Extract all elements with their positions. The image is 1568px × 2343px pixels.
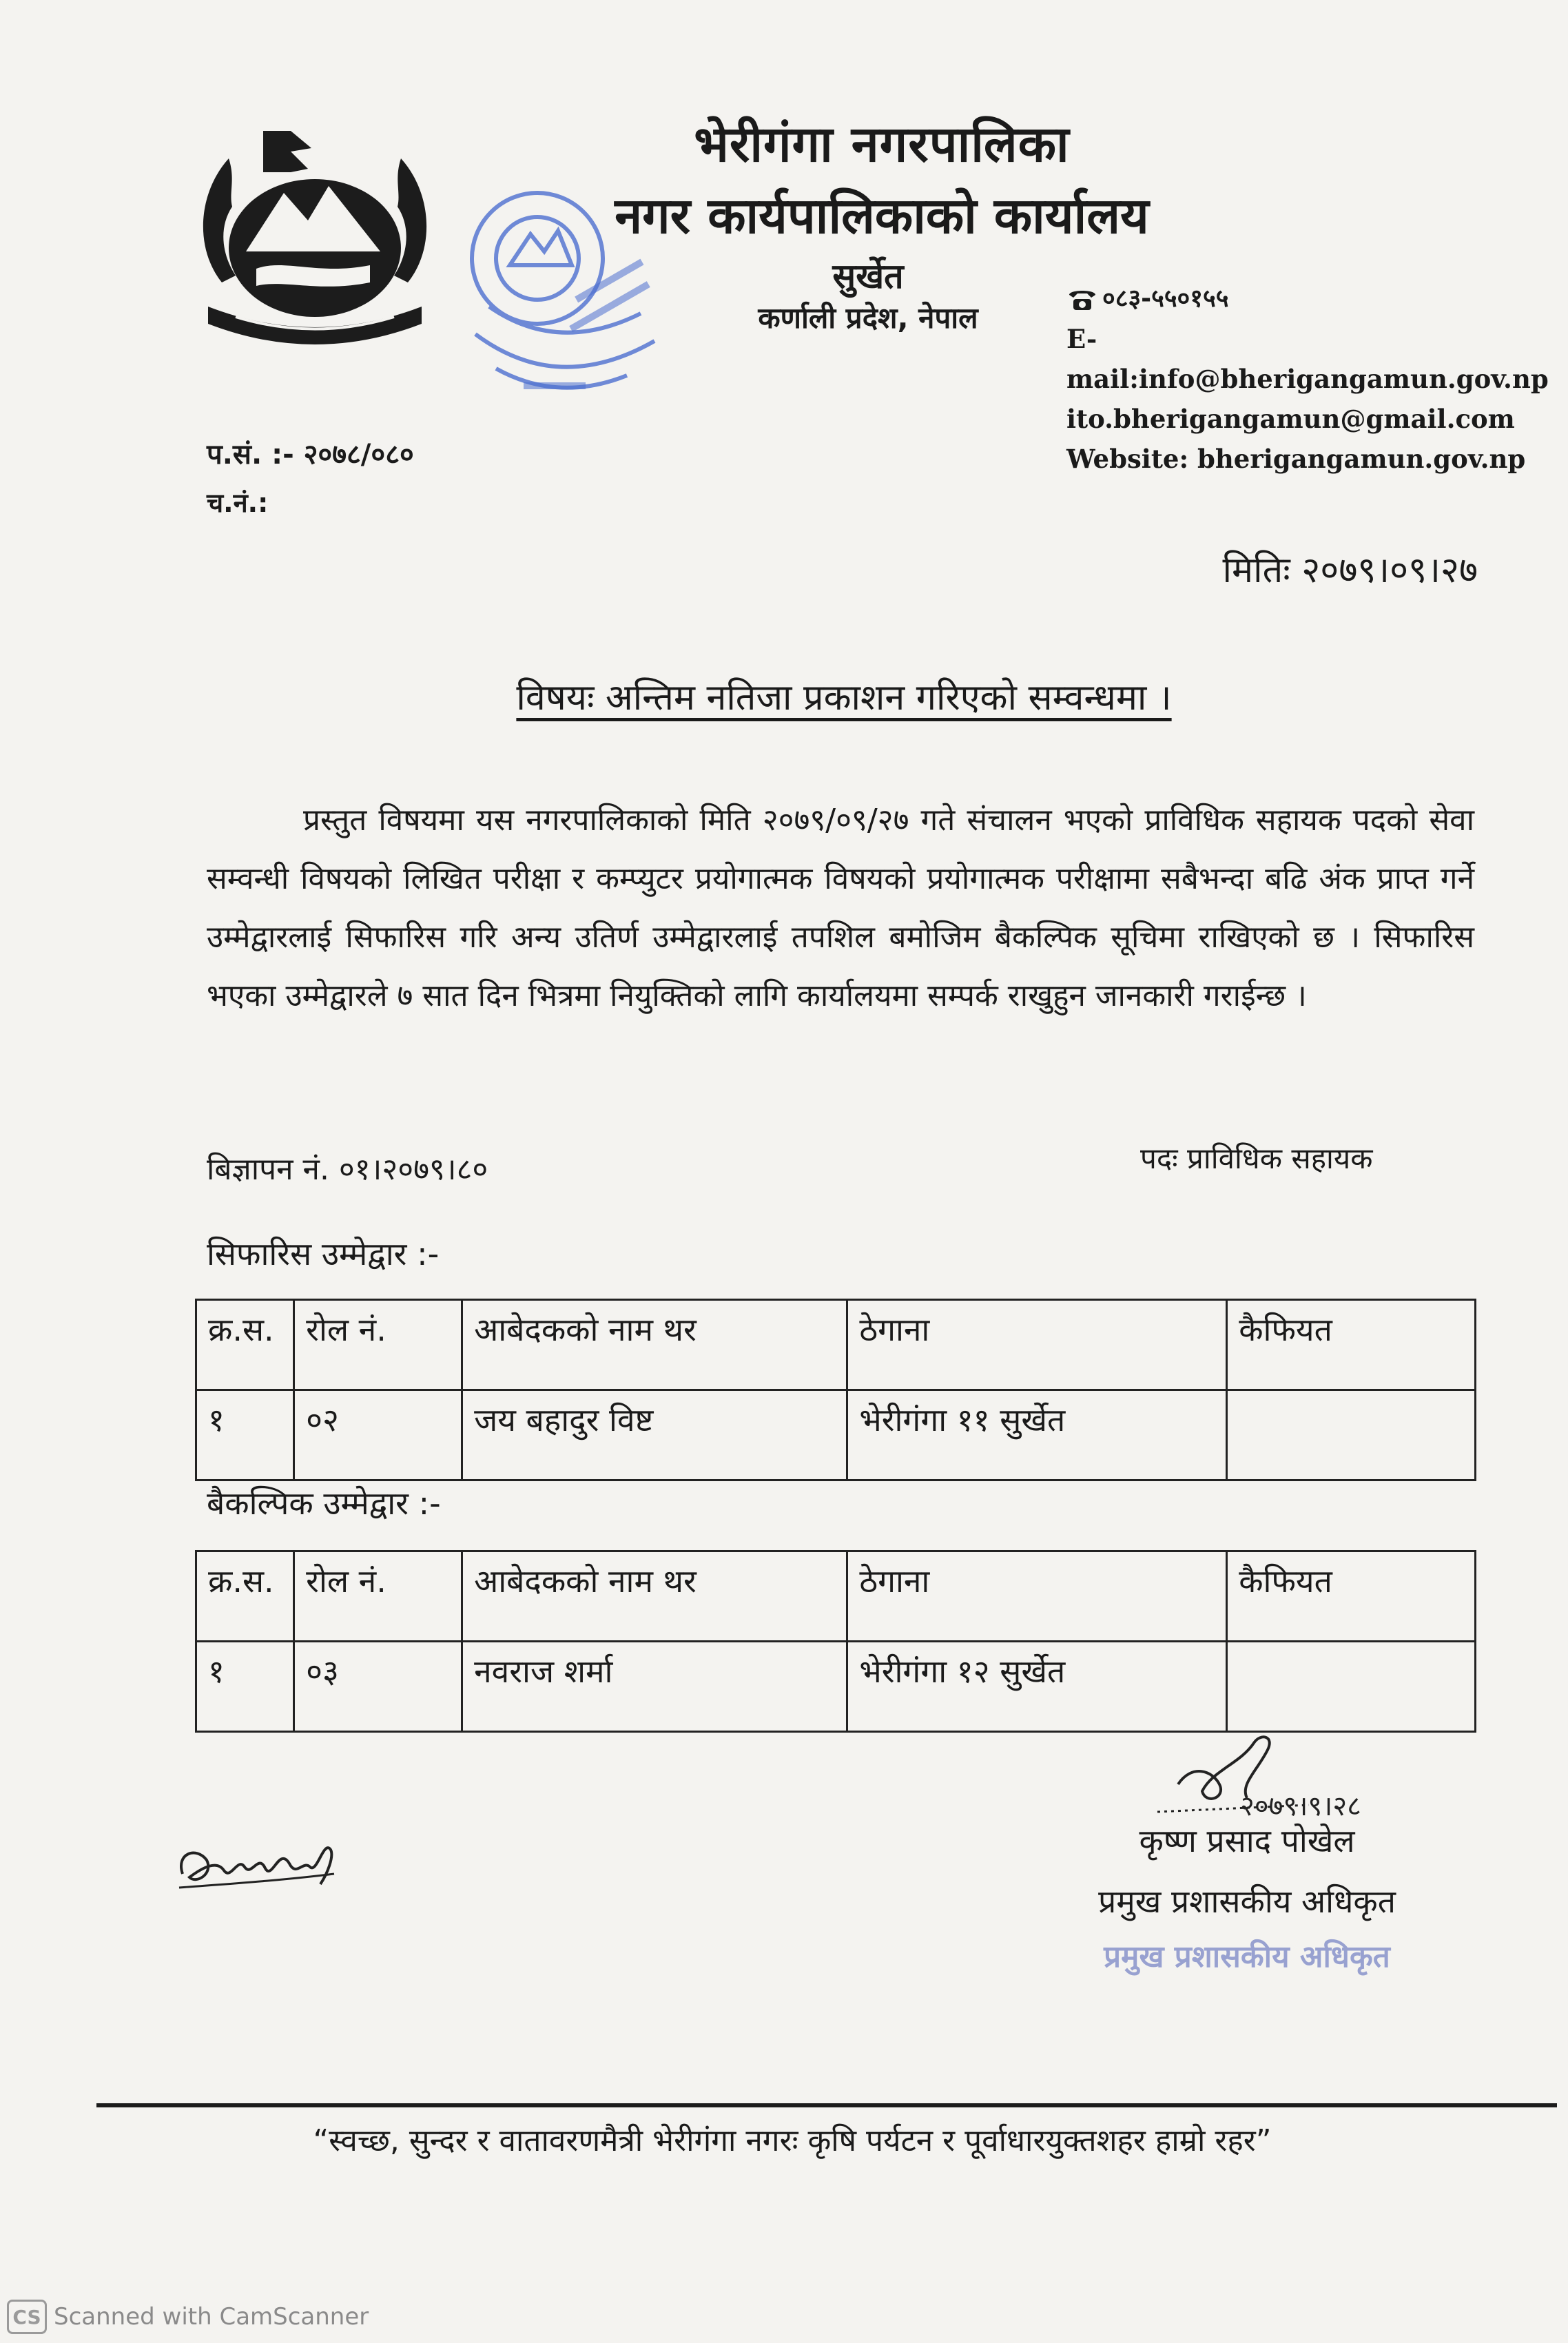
- header-sn: क्र.स.: [196, 1300, 294, 1390]
- email-line: E-mail:info@bherigangamun.gov.np: [1066, 324, 1549, 394]
- office-name: नगर कार्यपालिकाको कार्यालय: [615, 187, 1149, 245]
- province-name: कर्णाली प्रदेश, नेपाल: [758, 301, 978, 335]
- camscanner-logo-icon: CS: [7, 2300, 47, 2334]
- header-remarks: कैफियत: [1227, 1300, 1476, 1390]
- advertisement-number: बिज्ञापन नं. ०१।२०७९।८०: [207, 1152, 488, 1187]
- camscanner-watermark: [7, 2300, 369, 2334]
- header-address: ठेगाना: [847, 1551, 1227, 1642]
- alternate-table: [195, 1550, 1476, 1733]
- signature-date: २०७९।९।२८: [1240, 1790, 1361, 1822]
- website-line: Website: bherigangamun.gov.np: [1066, 444, 1526, 474]
- table-header-row: [196, 1300, 1476, 1390]
- letter-ref-number: प.सं. :- २०७८/०८०: [207, 439, 414, 471]
- letter-body: प्रस्तुत विषयमा यस नगरपालिकाको मिति २०७९/०९/२७ गते संचालन भएको प्राविधिक सहायक पदको सेवा सम्वन्धी विषयको लिखित परीक्षा र कम्प्युटर प्रयोगात्मक विषयको प्रयोगात्मक परीक्षामा सबैभन्दा बढि अंक प्राप्त गर्ने उम्मेद्वारलाई सिफारिस गरि अन्य उतिर्ण उम्मेद्वारलाई तपशिल बमोजिम बैकल्पिक सूचिमा राखिएको छ । सिफारिस भएका उम्मेद्वारले ७ सात दिन भित्रमा नियुक्तिको लागि कार्यालयमा सम्पर्क राखुहुन जानकारी गराईन्छ ।: [207, 803, 1474, 1013]
- header-roll: रोल नं.: [294, 1300, 462, 1390]
- contact-block: [1066, 279, 1549, 479]
- dispatch-number: च.नं.:: [207, 488, 269, 518]
- cell-sn: १: [196, 1642, 294, 1732]
- footer-motto: “स्वच्छ, सुन्दर र वातावरणमैत्री भेरीगंगा नगरः कृषि पर्यटन र पूर्वाधारयुक्तशहर हाम्रो रहर”: [313, 2123, 1272, 2158]
- table-header-row: [196, 1551, 1476, 1642]
- cell-address: भेरीगंगा १२ सुर्खेत: [847, 1642, 1227, 1732]
- nepal-emblem-icon: [180, 110, 449, 358]
- officer-title: प्रमुख प्रशासकीय अधिकृत: [1098, 1883, 1396, 1920]
- handwritten-signature-left: [169, 1819, 348, 1901]
- officer-name: कृष्ण प्रसाद पोखेल: [1139, 1822, 1355, 1859]
- cell-remarks: [1227, 1390, 1476, 1480]
- table-row: [196, 1390, 1476, 1480]
- cell-address: भेरीगंगा ११ सुर्खेत: [847, 1390, 1227, 1480]
- header-remarks: कैफियत: [1227, 1551, 1476, 1642]
- officer-stamp: प्रमुख प्रशासकीय अधिकृत: [1104, 1939, 1390, 1974]
- district-name: सुर्खेत: [832, 256, 904, 296]
- cell-remarks: [1227, 1642, 1476, 1732]
- header-name: आबेदकको नाम थर: [462, 1551, 847, 1642]
- post-title: पदः प्राविधिक सहायक: [1140, 1142, 1373, 1175]
- email-line-2: ito.bherigangamun@gmail.com: [1066, 404, 1515, 434]
- cell-name: नवराज शर्मा: [462, 1642, 847, 1732]
- alternate-label: बैकल्पिक उम्मेद्वार :-: [207, 1485, 441, 1522]
- header-address: ठेगाना: [847, 1300, 1227, 1390]
- header-roll: रोल नं.: [294, 1551, 462, 1642]
- phone-number: ०८३-५५०१५५: [1102, 285, 1229, 313]
- recommended-table: [195, 1299, 1476, 1481]
- cell-roll: ०३: [294, 1642, 462, 1732]
- phone-line: [1066, 279, 1549, 319]
- cell-roll: ०२: [294, 1390, 462, 1480]
- cell-name: जय बहादुर विष्ट: [462, 1390, 847, 1480]
- header-name: आबेदकको नाम थर: [462, 1300, 847, 1390]
- municipality-name: भेरीगंगा नगरपालिका: [694, 115, 1070, 173]
- telephone-icon: [1066, 285, 1098, 313]
- recommended-label: सिफारिस उम्मेद्वार :-: [207, 1235, 440, 1272]
- header-sn: क्र.स.: [196, 1551, 294, 1642]
- footer-divider: [96, 2103, 1557, 2107]
- cell-sn: १: [196, 1390, 294, 1480]
- letter-date: मितिः २०७९।०९।२७: [1222, 550, 1478, 591]
- letter-subject: विषयः अन्तिम नतिजा प्रकाशन गरिएको सम्वन्धमा ।: [516, 677, 1172, 719]
- table-row: [196, 1642, 1476, 1732]
- camscanner-text: Scanned with CamScanner: [54, 2303, 369, 2331]
